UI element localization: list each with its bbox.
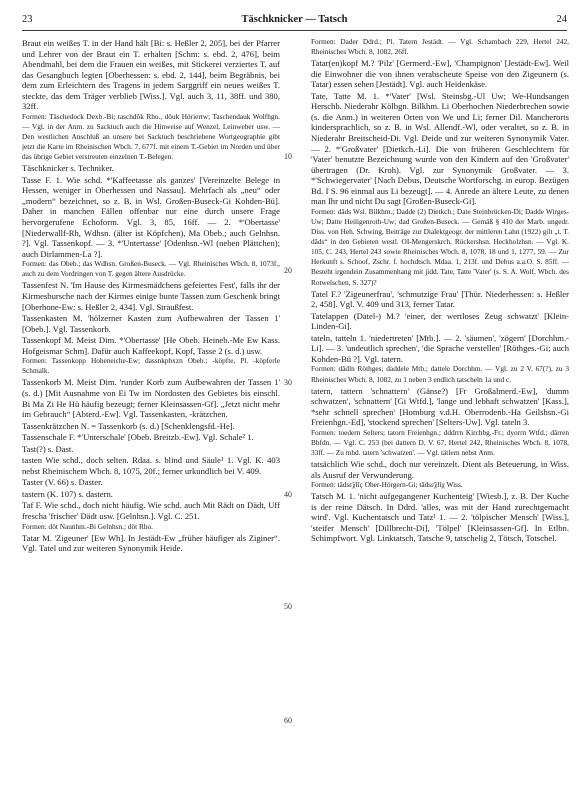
dictionary-entry: Tast(?) s. Dast.: [22, 443, 74, 454]
dictionary-entry: Tassenkorb M. Meist Dim. 'runder Korb zum Aufbewahren der Tassen 1' (s. d.) [Mit Ausnahme von Ei Tw im Nordosten des Gebietes bis einschl. Bi Ma Zi He Hü häufig bezeugt; ferner Kleinsassen-Gf]. „Jetzt nicht mehr im Gebrauch“ [Abterd.-Ew]. Vgl. Tassenkasten, -krätzchen.: [22, 377, 280, 420]
dictionary-entry: Tassenkopf M. Meist Dim. *'Obertasse' [He Obeb. Heineb.-Me Ew Kass. Hofgeismar Schm]. Dafür auch Kaffeekopf, Kopf, Tasse 2 (s. d.) usw.: [22, 335, 280, 356]
line-number: 10: [284, 152, 292, 161]
dictionary-entry: Täschknicker s. Techniker.: [22, 163, 114, 174]
dictionary-entry: tasten Wie schd., doch selten. Rdaa. s. blind und Säule¹ 1. Vgl. K. 403 nebst Rheinischem Wbch. 8, 1075, 20f.; ferner urkundlich bei V. 409.: [22, 455, 280, 476]
dictionary-entry: Tate, Tatte M. 1. *'Vater' [Wsl. Steinsbg.-Ul Uw; We-Hundsangen Herschb. Niederahr Kölbgn. Bilkhm. Li Oberhochen Niederbrechen sowie (s. die Anm.) in weiteren Orten von We und Li; ferner Dil. Mancherorts kindersprachlich, so z. B. in Wsl. Allendf.-Wl, oder veraltet, so z. B. in Niederahr Breitscheid-Di. Vgl. Deide und zur weiteren Synonymik Vater. — 2. *'Großvater' [Dietkch.-Li]. Die von früheren Geschlechtern für 'Vater' benutzte Bezeichnung wurde von den Kindern auf den 'Großvater' übertragen (Dr. Kroh). Vgl. zur Synonymik Großvater. — 3. *'Schwiegervater' [Nach Debus, Deutsche Wortforschg. in europ. Bezügen Bd. I S. 96 einmal aus Li bezeugt]. — 4. Anrede an ältere Leute, zu denen man Ihr und nicht Du sagt [Großen-Buseck-Gi].: [311, 90, 569, 207]
dictionary-entry: tatsächlich Wie schd., doch nur vereinzelt. Dient als Beteuerung, in Wiss. als Ausruf der Verwunderung.: [311, 459, 569, 480]
forms-note: Formen: das Obeb.; das Wdhsn. Großen-Buseck. — Vgl. Rheinisches Wbch. 8, 1073f., auch zu dem Vordringen von T. gegen ältere Ausdrücke.: [22, 259, 280, 279]
dictionary-entry: Tatar M. 'Zigeuner' [Ew Wh]. In Jestädt-Ew „früher häufiger als Ziginer“. Vgl. Tatel und zur weiteren Synonymik Heide.: [22, 532, 280, 554]
forms-note: Formen: dâdln Röthges; daddele Mtb.; dattele Dorchhm. — Vgl. zu 2 V. 67(?), zu 3 Rheinisches Wbch. 8, 1082, zu 1 neben 3 endlich tatscheln 1a und c.: [311, 364, 569, 384]
dictionary-entry: Taf F. Wie schd., doch nicht häufig. Wie schd. auch Mit Rädt on Dädt, Uff frescha 'frischer' Dädt usw. [Gelnhsn.]. Vgl. C. 251.: [22, 500, 280, 521]
forms-note: Formen: Dader Ddrd.; Pl. Tatern Jestädt. — Vgl. Schambach 229, Hertel 242, Rheinisches Wbch. 8, 1082, 26ff.: [311, 37, 569, 57]
dictionary-entry: Tatsch M. 1. 'nicht aufgegangener Kuchenteig' [Wiesb.], z. B. Der Kuche is der reine Dätsch. In Ddrd. 'alles, was mit der Hand zurechtgemacht wird'. Vgl. Kuchentatsch und Tatz¹ 1. — 2. 'tölpischer Mensch' [Wiss.], 'steifer Mensch' [Dillbrecht-Di], 'Tölpel' [Kleinsassen-Gf]. In Etlbn. Schimpfwort. Vgl. Linktatsch, Tatsche 9, tatschelig 2, Tötsch, Totschel.: [311, 491, 569, 544]
dictionary-entry: Tatel F.? 'Zigeunerfrau', 'schmutzige Frau' [Thür. Niederhessen: s. Heßler 2, 458]. Vgl. V. 409 und 313, ferner Tatar.: [311, 288, 569, 310]
line-number: 50: [284, 602, 292, 611]
page-number-right: 24: [556, 14, 567, 25]
dictionary-entry: Tatar(en)kopf M.? 'Pilz' [Germerd.-Ew], 'Champignon' [Jestädt-Ew]. Weil die Einwohner die von ihnen verabscheute Speise von den Zigeunern (s. Tatar) essen sehen [Jestädt]. Vgl. auch Heidenkäse.: [311, 58, 569, 90]
line-number: 60: [284, 716, 292, 725]
dictionary-entry: tatern, tattern 'schnattern' (Gänse?) [Fr Großalmerd.-Ew], 'dumm schwatzen', 'schnattern' [Gi Wtfd.], 'lange und lebhaft schwatzen' [Kass.], *sehr schnell sprechen' [Homburg v.d.H. Oberrodenb.-Ha Geilshsn.-Gi Freienhgn.-Ed], 'stockend sprechen' [Selters-Uw]. Vgl. tateln 3.: [311, 385, 569, 428]
right-column: [311, 37, 569, 787]
line-number: 30: [284, 378, 292, 387]
forms-note: Formen: Tassenkopp Hoheneiche-Ew; dassnkpbxzn Obeb.; -köpfte, Pl. -köpferle Schmalk.: [22, 356, 280, 376]
dictionary-entry: Tassenfest N. 'Im Hause des Kirmesmädchens gefeiertes Fest', falls ihr der Kirmesbursche nach der Kirmes einige bunte Tassen zum Geschenk bringt [Oberhone-Ew: s. Heßler 2, 434]. Vgl. Straußfest.: [22, 280, 280, 312]
dictionary-entry: Braut ein weißes T. in der Hand hält [Bi: s. Heßler 2, 205], bei der Pfarrer und Lehrer von der Braut ein T. erhalten [Schm: s. ebd. 2, 476], beim Abendmahl, bei dem die Frauen ein weißes, mit Stickerei verziertes T. auf das Gesangbuch legten [Oberhessen: s. ebd. 2, 144], beim Begräbnis, bei dem zum Erleichtern des Tragens in jedem Sarggriff ein neues weißes T. steckte, das dem Träger verblieb [Wiss.]. Vgl. auch 3, 11, 38ff. und 380, 32ff.: [22, 38, 280, 112]
dictionary-entry: Taster (V. 66) s. Daster.: [22, 477, 103, 488]
dictionary-entry: tateln, tatteln 1. 'niedertreten' [Mtb.]. — 2. 'säumen', 'zögern' [Dorchhm.-Li]. — 3. 'undeutlich sprechen', 'die Sprache verstellen' [Röthges.-Gi; auch Kohden-Bü ?]. Vgl. tatern.: [311, 332, 569, 364]
dictionary-entry: Tatelappen (Datel-) M.? 'einer, der wertloses Zeug schwatzt' [Klein-Linden-Gi].: [311, 310, 569, 332]
left-column: [22, 37, 280, 787]
forms-note: Formen: döt Naunhm.-Bi Gelnhsn.; döt Rho.: [22, 521, 153, 531]
forms-note: Formen: tâdsɛ̃χlîç Ober-Hörgern-Gi; tâdsɛ̃χlîχ Wiss.: [311, 480, 463, 490]
forms-note: Formen: toedern Selters; tatorn Freienhgn.; dddrrn Kirchbg.-Fr.; dyorrn Wtfd.; dârren Bbfdn. — Vgl. C. 253 (bei dattern D, V. 67, Hertel 242, Rheinisches Wbch. 8, 1078, 33ff. — Zu mhd. tatern 'schwatzen'. — Vgl. tätlern nebst Anm.: [311, 427, 569, 457]
dictionary-entry: Tassenkrätzchen N. = Tassenkorb (s. d.) [Schenklengsfd.-He].: [22, 420, 235, 431]
dictionary-entry: Tassenkasten M. 'hölzerner Kasten zum Aufbewahren der Tassen 1' [Obeb.]. Vgl. Tassenkorb.: [22, 313, 280, 334]
dictionary-entry: tastern (K. 107) s. dastern.: [22, 488, 113, 499]
page-number-left: 23: [22, 14, 33, 25]
running-head: Täschknicker — Tatsch: [241, 14, 348, 25]
dictionary-entry: Tasse F. 1. Wie schd. *'Kaffeetasse als ganzes' [Vereinzelte Belege in Hessen, weniger in Oberhessen und Nassau]. Mehrfach als „neu“ oder „modern“ bezeichnet, so z. B. in Wsl. Großen-Buseck-Gi Kohden-Bü]. Daher in manchen Fällen offenbar nur eine durch unsere Frage hervorgerufene Echoform. Vgl. 3, 85, 16ff. — 2. *'Obertasse' [Niederwallf-Rh, Wdhsn. (älter ist Köpfchen), Ma Obeb.; auch Gelnhsn. ?]. Vgl. Tassenkopf. — 3. *'Untertasse' [Odenhsn.-Wl (neben Plättchen); auch Dirlammen-La ?].: [22, 174, 280, 259]
forms-note: Formen: dâds Wsl. Bilkhm.; Dadde (2) Dietkch.; Date Steinbrücken-Di; Dadde Wirges-Uw; Datte Heiligenroth-Uw; dad Großen-Buseck. — Gemäß § 410 der Marb. ungedr. Diss. von Heh. Schwing, Beiträge zur Dialektgeogr. der mittleren Lahn (1922) gilt „t. T. dâds“ in den Gebieten westl. OI-Mengerskrch. Rückershsn. Heckholzhsn. — Vgl. K. 105, C. 243, Hertel 243 sowie Rheinisches Wbch. 8, 1078, 18 und 1, 1277, 59. — Zur Herkunft s. Schoof, Zschr. f. hochdtsch. Mdaa. 1, 213f. und Debus a.a.O. S. 85ff. — Besteht irgendein Zusammenhang mit jidd. Tate, Tatte 'Vater' (s. S. A. Wolf, Wbch. des Rotwelschen, S. 327)?: [311, 206, 569, 287]
line-number: 40: [284, 490, 292, 499]
forms-note: Formen: Täschedock Dexb.-Bi; taschdôk Rho., dôuk Höriertw; Taschendauk Wolfhgn. — Vgl. in der Anm. zu Sacktuch auch die Hinweise auf Wenzel, Leinweber usw. — Den westlichen Anschluß an unsere bei Sacktuch beschriebene Wortgeographie gibt jetzt die Karte im Rheinischen Wbch. 7, 677f. mit einem T.-Gebiet im Norden und über das übrige Gebiet verstreuten einzelnen T.-Belegen.: [22, 111, 280, 162]
page-header: [22, 14, 567, 28]
dictionary-entry: Tassenschale F. *'Unterschale' [Obeb. Breitzb.-Ew]. Vgl. Schale² 1.: [22, 432, 254, 443]
header-rule: [22, 30, 567, 31]
line-number: 20: [284, 266, 292, 275]
